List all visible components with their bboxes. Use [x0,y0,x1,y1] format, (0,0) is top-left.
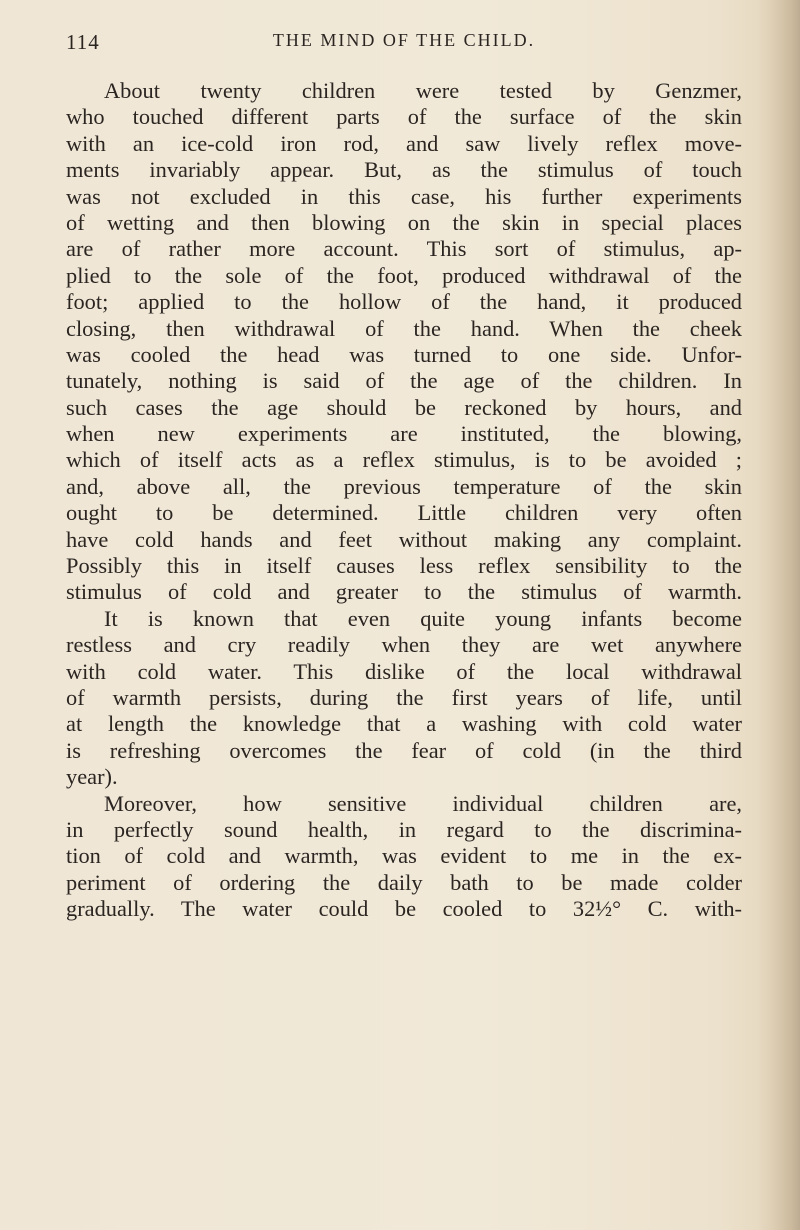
text-line: Possibly this in itself causes less reflex sensibility to the [66,553,742,579]
text-line: ought to be determined. Little children very often [66,500,742,526]
text-line: have cold hands and feet without making any complaint. [66,526,742,552]
text-line: tion of cold and warmth, was evident to me in the ex- [66,843,742,869]
text-line: About twenty children were tested by Genzmer, [104,78,742,103]
text-line: with cold water. This dislike of the local withdrawal [66,658,742,684]
text-line: closing, then withdrawal of the hand. When the cheek [66,315,742,341]
text-line: are of rather more account. This sort of stimulus, ap- [66,236,742,262]
text-line: who touched different parts of the surface of the skin [66,104,742,130]
text-line: and, above all, the previous temperature of the skin [66,473,742,499]
text-line: of wetting and then blowing on the skin in special places [66,209,742,235]
running-head: THE MIND OF THE CHILD. [272,30,536,50]
text-line: gradually. The water could be cooled to 32½° C. with- [66,896,742,922]
text-line: plied to the sole of the foot, produced withdrawal of the [66,262,742,288]
text-line: tunately, nothing is said of the age of the children. In [66,368,742,394]
text-line: at length the knowledge that a washing with cold water [66,711,742,737]
text-line: was not excluded in this case, his further experiments [66,183,742,209]
text-line: stimulus of cold and greater to the stimulus of warmth. [66,579,742,605]
binding-shadow [758,0,800,1230]
text-line: such cases the age should be reckoned by hours, and [66,394,742,420]
text-line: of warmth persists, during the first years of life, until [66,684,742,710]
text-line: It is known that even quite young infants become [104,605,742,631]
text-line: is refreshing overcomes the fear of cold (in the third [66,737,742,763]
page-number: 114 [66,30,100,54]
body-text [66,78,742,923]
text-line: was cooled the head was turned to one side. Unfor- [66,341,742,367]
text-line: which of itself acts as a reflex stimulus, is to be avoided ; [66,447,742,473]
text-line: in perfectly sound health, in regard to the discrimina- [66,816,742,842]
text-line: with an ice-cold iron rod, and saw lively reflex move- [66,130,742,156]
text-line: ments invariably appear. But, as the stimulus of touch [66,157,742,183]
text-line: foot; applied to the hollow of the hand, it produced [66,289,742,315]
page-header [66,30,742,58]
text-line: Moreover, how sensitive individual children are, [104,790,742,816]
text-line: restless and cry readily when they are wet anywhere [66,632,742,658]
text-line: when new experiments are instituted, the blowing, [66,421,742,447]
text-line: year). [66,764,118,790]
text-line: periment of ordering the daily bath to be made colder [66,869,742,895]
